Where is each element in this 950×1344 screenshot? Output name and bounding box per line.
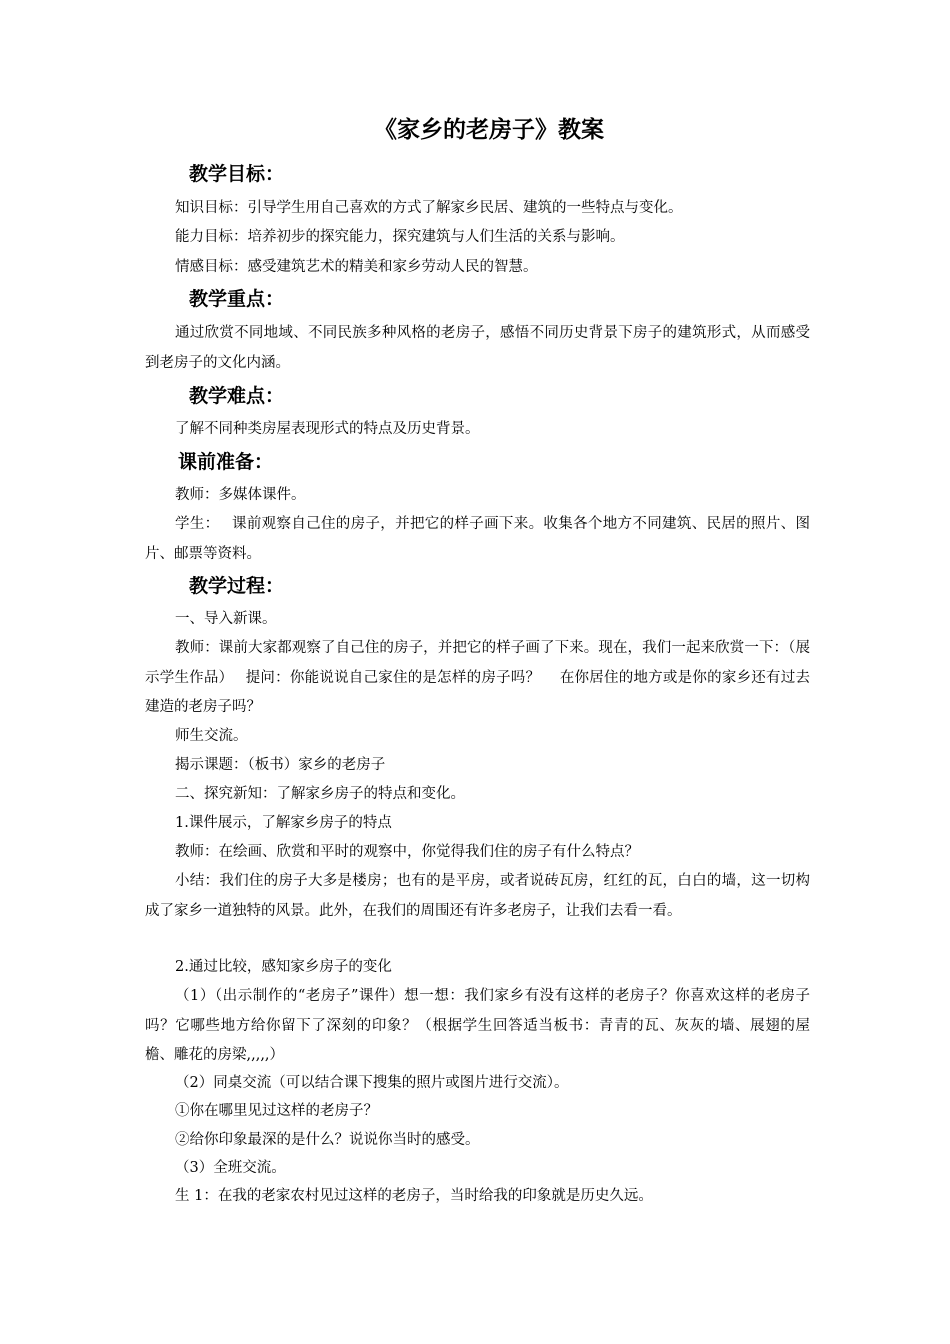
heading-difficulties: 教学难点： [189,385,285,407]
heading-process: 教学过程： [189,575,285,597]
process-teacher-intro: 教师：课前大家都观察了自己住的房子，并把它的样子画了下来。现在，我们一起来欣赏一下：（展示学生作品） 提问：你能说说自己家住的是怎样的房子吗？ 在你居住的地方或是你的家乡还有过去建造的老房子吗？ [145,640,810,715]
process-step-1: 1.课件展示，了解家乡房子的特点 [175,815,392,831]
process-sub-2: （2）同桌交流（可以结合课下搜集的照片或图片进行交流）。 [175,1075,569,1091]
process-sub-3: （3）全班交流。 [175,1160,286,1176]
process-exchange: 师生交流。 [175,728,248,744]
process-step-2: 2.通过比较，感知家乡房子的变化 [175,959,392,975]
process-question-2: ②给你印象最深的是什么？说说你当时的感受。 [175,1132,480,1148]
goal-knowledge: 知识目标：引导学生用自己喜欢的方式了解家乡民居、建筑的一些特点与变化。 [175,200,683,216]
goal-ability: 能力目标：培养初步的探究能力，探究建筑与人们生活的关系与影响。 [175,229,625,245]
process-student-1: 生 1：在我的老家农村见过这样的老房子，当时给我的印象就是历史久远。 [175,1188,653,1204]
document-title: 《家乡的老房子》教案 [374,117,604,143]
heading-teaching-goals: 教学目标： [189,163,285,185]
process-summary: 小结：我们住的房子大多是楼房；也有的是平房，或者说砖瓦房，红红的瓦，白白的墙，这一切构成了家乡一道独特的风景。此外，在我们的周围还有许多老房子，让我们去看一看。 [145,873,810,919]
preparation-student: 学生： 课前观察自己住的房子，并把它的样子画下来。收集各个地方不同建筑、民居的照片、图片、邮票等资料。 [145,516,810,562]
heading-key-points: 教学重点： [189,288,285,310]
process-line-intro: 一、导入新课。 [175,611,277,627]
process-sub-1: （1）（出示制作的“老房子”课件）想一想：我们家乡有没有这样的老房子？你喜欢这样的老房子吗？它哪些地方给你留下了深刻的印象？（根据学生回答适当板书：青青的瓦、灰灰的墙、展翅的屋檐、雕花的房梁,,,,,） [145,988,810,1063]
process-explore: 二、探究新知：了解家乡房子的特点和变化。 [175,786,465,802]
goal-emotion: 情感目标：感受建筑艺术的精美和家乡劳动人民的智慧。 [175,259,538,275]
process-reveal-topic: 揭示课题：（板书）家乡的老房子 [175,757,386,773]
key-points-text: 通过欣赏不同地域、不同民族多种风格的老房子，感悟不同历史背景下房子的建筑形式，从而感受到老房子的文化内涵。 [145,325,810,371]
process-teacher-question: 教师：在绘画、欣赏和平时的观察中，你觉得我们住的房子有什么特点？ [175,844,639,860]
difficulties-text: 了解不同种类房屋表现形式的特点及历史背景。 [175,421,480,437]
preparation-teacher: 教师：多媒体课件。 [175,487,306,503]
heading-preparation: 课前准备： [178,451,274,473]
process-question-1: ①你在哪里见过这样的老房子？ [175,1103,378,1119]
